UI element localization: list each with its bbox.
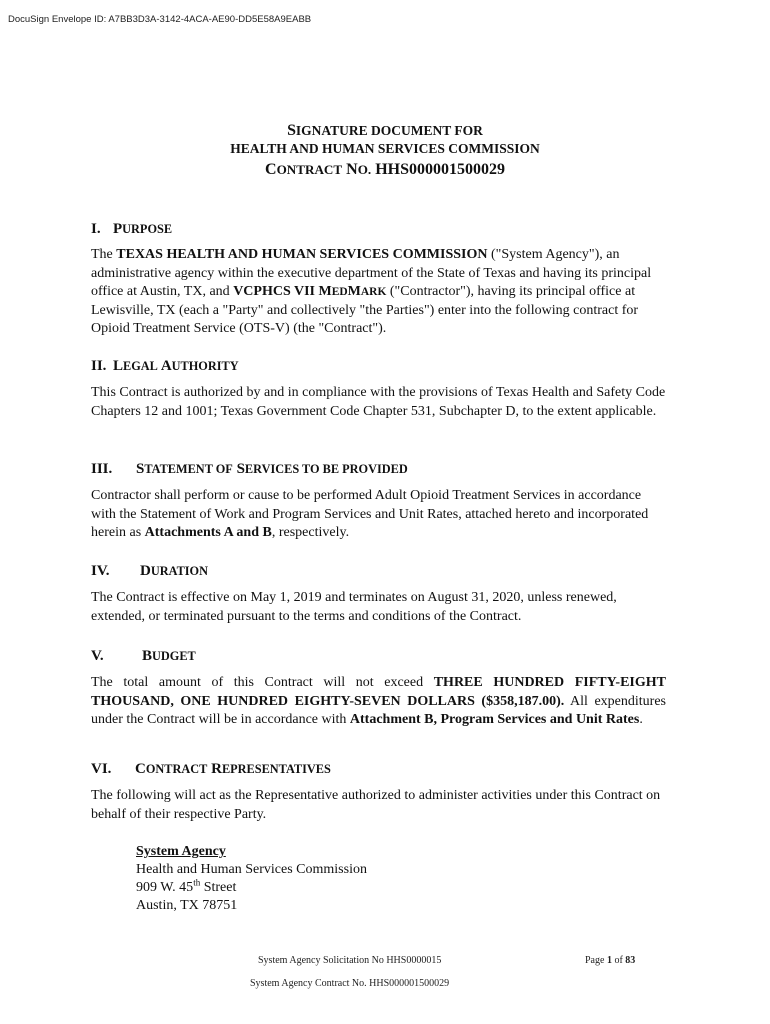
representatives-paragraph: The following will act as the Representative authorized to administer activities under this Contract on behalf of their respective Party. (91, 788, 661, 822)
system-agency-label: System Agency (136, 844, 226, 859)
budget-paragraph: The total amount of this Contract will not exceed THREE HUNDRED FIFTY-EIGHT THOUSAND, ONE HUNDRED EIGHTY-SEVEN DOLLARS ($358,187.00). All expenditures under the Contract will be in accordance with Attachment B, Program Services and Unit Rates. (91, 675, 667, 727)
section-heading: V. BUDGET (91, 648, 196, 664)
section-purpose (91, 219, 671, 339)
budget-amount-words: THREE HUNDRED FIFTY-EIGHT THOUSAND, ONE HUNDRED EIGHTY-SEVEN DOLLARS (91, 675, 667, 709)
section-statement-of-services (91, 459, 671, 543)
section-heading: II. LEGAL AUTHORITY (91, 358, 239, 374)
system-agency-address: System Agency Health and Human Services Commission 909 W. 45th Street Austin, TX 78751 (136, 844, 367, 913)
contract-number-title: CONTRACT NO. HHS000001500029 (265, 161, 505, 178)
purpose-paragraph: The TEXAS HEALTH AND HUMAN SERVICES COMMISSION ("System Agency"), an administrative agency within the executive department of the State of Texas and having its principal office at Austin, TX, and VCPHCS VII MEDMARK ("Contractor"), having its principal office at Lewisville, TX (each a "Party" and collectively "the Parties") enter into the following contract for Opioid Treatment Service (OTS-V) (the "Contract"). (91, 247, 652, 336)
title-line-2: HEALTH AND HUMAN SERVICES COMMISSION (230, 141, 540, 156)
section-heading: IV. DURATION (91, 563, 209, 579)
document-title (0, 122, 770, 182)
footer-page-number: Page 1 of 83 (585, 955, 636, 966)
legal-paragraph: This Contract is authorized by and in compliance with the provisions of Texas Health and Safety Code Chapters 12 and 1001; Texas Government Code Chapter 531, Subchapter D, to the extent applicable. (91, 385, 666, 419)
section-legal-authority (91, 356, 671, 421)
section-heading: VI. CONTRACT REPRESENTATIVES (91, 761, 331, 777)
footer-solicitation: System Agency Solicitation No HHS0000015 (258, 955, 442, 966)
duration-paragraph: The Contract is effective on May 1, 2019 and terminates on August 31, 2020, unless renewed, extended, or terminated pursuant to the terms and conditions of the Contract. (91, 590, 617, 624)
section-heading: III. STATEMENT OF SERVICES TO BE PROVIDED (91, 461, 408, 477)
footer-contract-number: System Agency Contract No. HHS000001500029 (250, 978, 450, 989)
title-line-1: SIGNATURE DOCUMENT FOR (287, 122, 483, 139)
section-budget (91, 646, 671, 730)
section-duration (91, 561, 671, 626)
services-paragraph: Contractor shall perform or cause to be performed Adult Opioid Treatment Services in accordance with the Statement of Work and Program Services and Unit Rates, attached hereto and incorporated herein as Attachments A and B, respectively. (91, 488, 649, 540)
section-heading: I. PURPOSE (91, 221, 173, 237)
section-contract-representatives (91, 759, 671, 824)
envelope-id: DocuSign Envelope ID: A7BB3D3A-3142-4ACA-AE90-DD5E58A9EABB (8, 14, 312, 25)
